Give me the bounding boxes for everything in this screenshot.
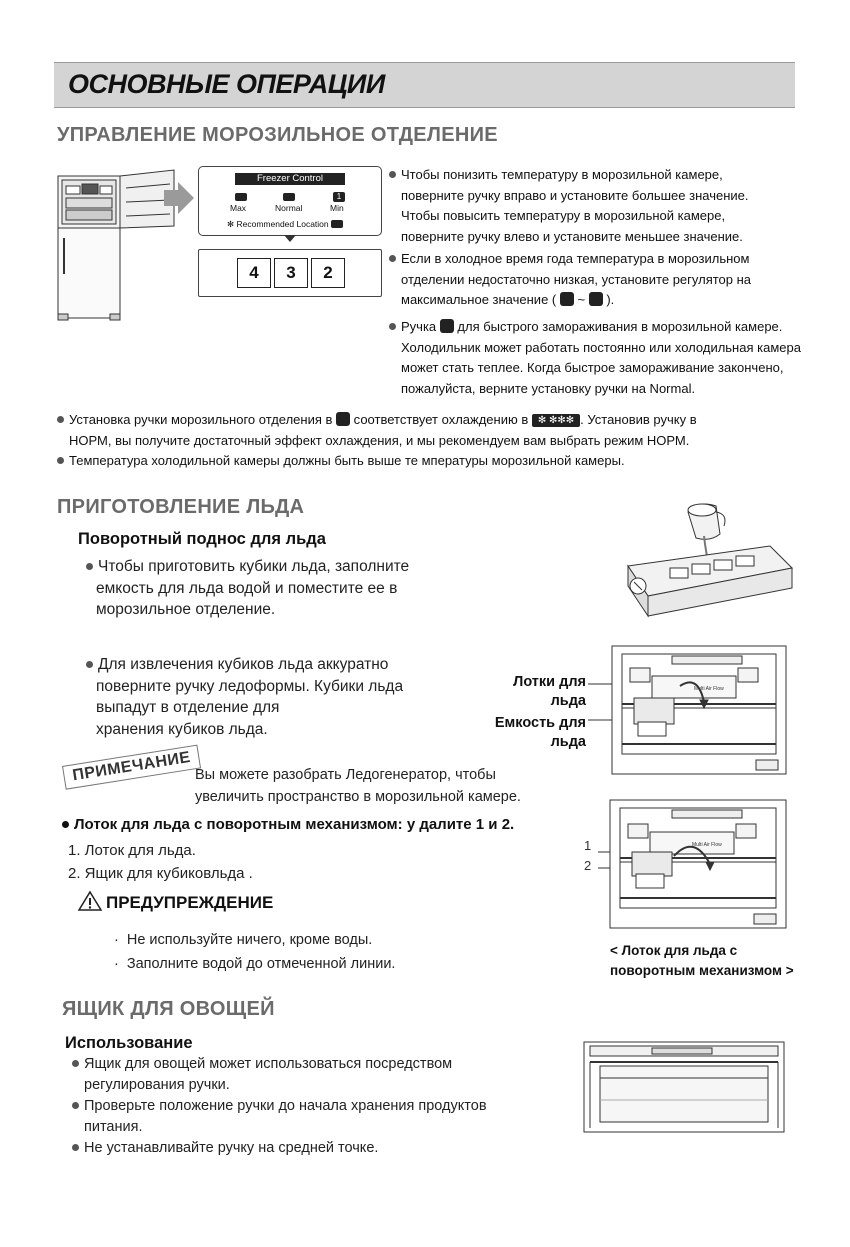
freezer-wide-note (57, 410, 817, 472)
normal-label: Normal (275, 203, 303, 213)
text-line: отделении недостаточно низкая, установите регулятор на (401, 271, 752, 287)
warning-icon (77, 890, 103, 912)
freezer-control-label: Freezer Control (235, 173, 345, 185)
text-line: поверните ручку ледоформы. Кубики льда (96, 677, 404, 695)
bullet-icon (389, 171, 396, 178)
min-label: Min (330, 203, 344, 213)
text-line: питания. (84, 1119, 143, 1135)
ice-tray-filling-illustration (620, 498, 795, 623)
recommended-led (331, 220, 343, 228)
normal-button-led[interactable] (283, 193, 295, 201)
pointer-down-icon (284, 235, 296, 242)
veg-list (72, 1054, 572, 1159)
freezer-bullet-3 (389, 317, 829, 399)
text-line: Чтобы приготовить кубики льда, заполните (98, 558, 410, 575)
recommended-location-label: ✻ Recommended Location (227, 219, 329, 229)
freezer-bullet-1 (389, 165, 829, 247)
note-badge: ПРИМЕЧАНИЕ (62, 745, 201, 790)
ice-trays-label (480, 673, 586, 711)
text-line: Емкость для (494, 715, 586, 731)
bullet-icon (86, 661, 93, 668)
freezer-section-title: УПРАВЛЕНИЕ МОРОЗИЛЬНОЕ ОТДЕЛЕНИЕ (57, 124, 498, 146)
text-segment: для быстрого замораживания в морозильной камере. (457, 319, 783, 334)
dial-digit: 4 (237, 258, 271, 288)
tray-mechanism-figure (578, 798, 788, 930)
ice-paragraph-1 (86, 556, 506, 621)
note-text (195, 765, 565, 808)
vegetable-drawer-illustration (582, 1040, 786, 1134)
veg-subtitle: Использование (65, 1034, 193, 1052)
text-line: выпадут в отделение для (96, 699, 280, 716)
dial-digit: 2 (311, 258, 345, 288)
text-line: Для извлечения кубиков льда аккуратно (98, 656, 389, 673)
dial-display (198, 249, 382, 297)
text-segment: Температура холодильной камеры должны быть выше те мпературы морозильной камеры (69, 453, 621, 468)
list-item: 2. Ящик для кубиковльда . (68, 865, 253, 882)
list-item: Заполните водой до отмеченной линии. (126, 956, 396, 972)
tray-removal-title (62, 816, 514, 833)
text-line: Чтобы понизить температуру в морозильной камере, (401, 167, 723, 182)
snowflake-badge-icon: ✻ ✻✻✻ (532, 414, 580, 427)
bullet-icon (57, 457, 64, 464)
bullet-icon (86, 563, 93, 570)
text-line: льда (550, 734, 586, 750)
text-line: Чтобы повысить температуру в морозильной камере, (401, 208, 726, 223)
list-item: Не используйте ничего, кроме воды. (126, 932, 373, 948)
text-line: поворотным механизмом > (610, 963, 794, 978)
bullet-icon: · (114, 932, 119, 948)
min-button-led[interactable]: 1 (333, 192, 345, 202)
dial-digit: 3 (274, 258, 308, 288)
text-segment: ). (606, 292, 615, 307)
page-title: ОСНОВНЫЕ ОПЕРАЦИИ (68, 69, 385, 99)
tray-removal-steps (68, 839, 253, 885)
multi-air-flow-text: Multi Air Flow (692, 842, 722, 848)
text-line: хранения кубиков льда. (96, 720, 268, 738)
text-line: < Лоток для льда с (610, 943, 738, 958)
bullet-icon (389, 255, 396, 262)
text-segment: Ручка (401, 319, 437, 334)
text-segment: максимальное значение ( (401, 292, 557, 307)
ice-section-title: ПРИГОТОВЛЕНИЕ ЛЬДА (57, 496, 305, 518)
text-line: поверните ручку влево и установите меньшее значение. (401, 228, 743, 244)
warning-title: ПРЕДУПРЕЖДЕНИЕ (106, 893, 274, 912)
text-line: Вы можете разобрать Ледогенератор, чтобы (195, 767, 496, 783)
text-line: пожалуйста, верните установку ручки на Normal. (401, 380, 696, 396)
text-line: льда (550, 693, 586, 709)
multi-air-flow-text: Multi Air Flow (694, 686, 724, 692)
freezer-bullet-2 (389, 249, 829, 311)
text-line: морозильное отделение. (96, 601, 276, 618)
freezer-control-panel (198, 166, 382, 236)
max-setting-icon (589, 292, 603, 306)
quick-freeze-icon (440, 319, 454, 333)
veg-section-title: ЯЩИК ДЛЯ ОВОЩЕЙ (62, 998, 275, 1020)
list-item: Ящик для овощей может использоваться посредством (84, 1056, 453, 1072)
text-segment: соответствует охлаждению в (353, 412, 529, 427)
bullet-icon (72, 1102, 79, 1109)
text-line: Лотки для (513, 674, 586, 690)
text-segment: Лоток для льда с поворотным механизмом: у далите 1 и 2. (74, 816, 515, 833)
bullet-icon (62, 821, 69, 828)
fridge-open-illustration (54, 168, 194, 324)
text-line: может стать теплее. Когда быстрое замораживание закончено, (401, 360, 784, 375)
freezer-interior-figure (588, 644, 788, 776)
list-item: Не устанавливайте ручку на средней точке. (84, 1140, 379, 1156)
ice-subtitle: Поворотный поднос для льда (78, 530, 326, 548)
text-line: Если в холодное время года температура в морозильном (401, 251, 750, 266)
figure-number-1: 1 (584, 838, 592, 853)
ice-paragraph-2 (86, 654, 506, 740)
text-line: НОРМ, вы получите достаточный эффект охлаждения, и мы рекомендуем вам выбрать режим НОРМ. (69, 432, 690, 448)
list-item: Проверьте положение ручки до начала хранения продуктов (84, 1098, 487, 1114)
text-line: увеличить пространство в морозильной камере. (195, 788, 521, 805)
bullet-icon (72, 1060, 79, 1067)
bullet-icon (389, 323, 396, 330)
text-line: емкость для льда водой и поместите ее в (96, 579, 398, 597)
setting-icon (336, 412, 350, 426)
text-line: поверните ручку вправо и установите большее значение. (401, 187, 749, 203)
figure-number-2: 2 (584, 858, 592, 873)
text-segment: . (620, 453, 625, 468)
text-line: Холодильник может работать постоянно или холодильная камера (401, 339, 801, 355)
max-button-led[interactable] (235, 193, 247, 201)
bullet-icon (72, 1144, 79, 1151)
warning-list (114, 928, 395, 976)
max-setting-icon (560, 292, 574, 306)
text-line: регулирования ручки. (84, 1077, 230, 1093)
bullet-icon (57, 416, 64, 423)
text-segment: . Установив ручку в (580, 412, 697, 427)
bullet-icon: · (114, 956, 119, 972)
text-segment: ~ (577, 292, 586, 307)
figure-caption (610, 941, 794, 981)
max-label: Max (230, 203, 247, 213)
list-item: 1. Лоток для льда. (68, 842, 196, 859)
text-segment: Установка ручки морозильного отделения в (69, 412, 333, 427)
header-bar (54, 62, 795, 108)
ice-bin-label (470, 714, 586, 752)
